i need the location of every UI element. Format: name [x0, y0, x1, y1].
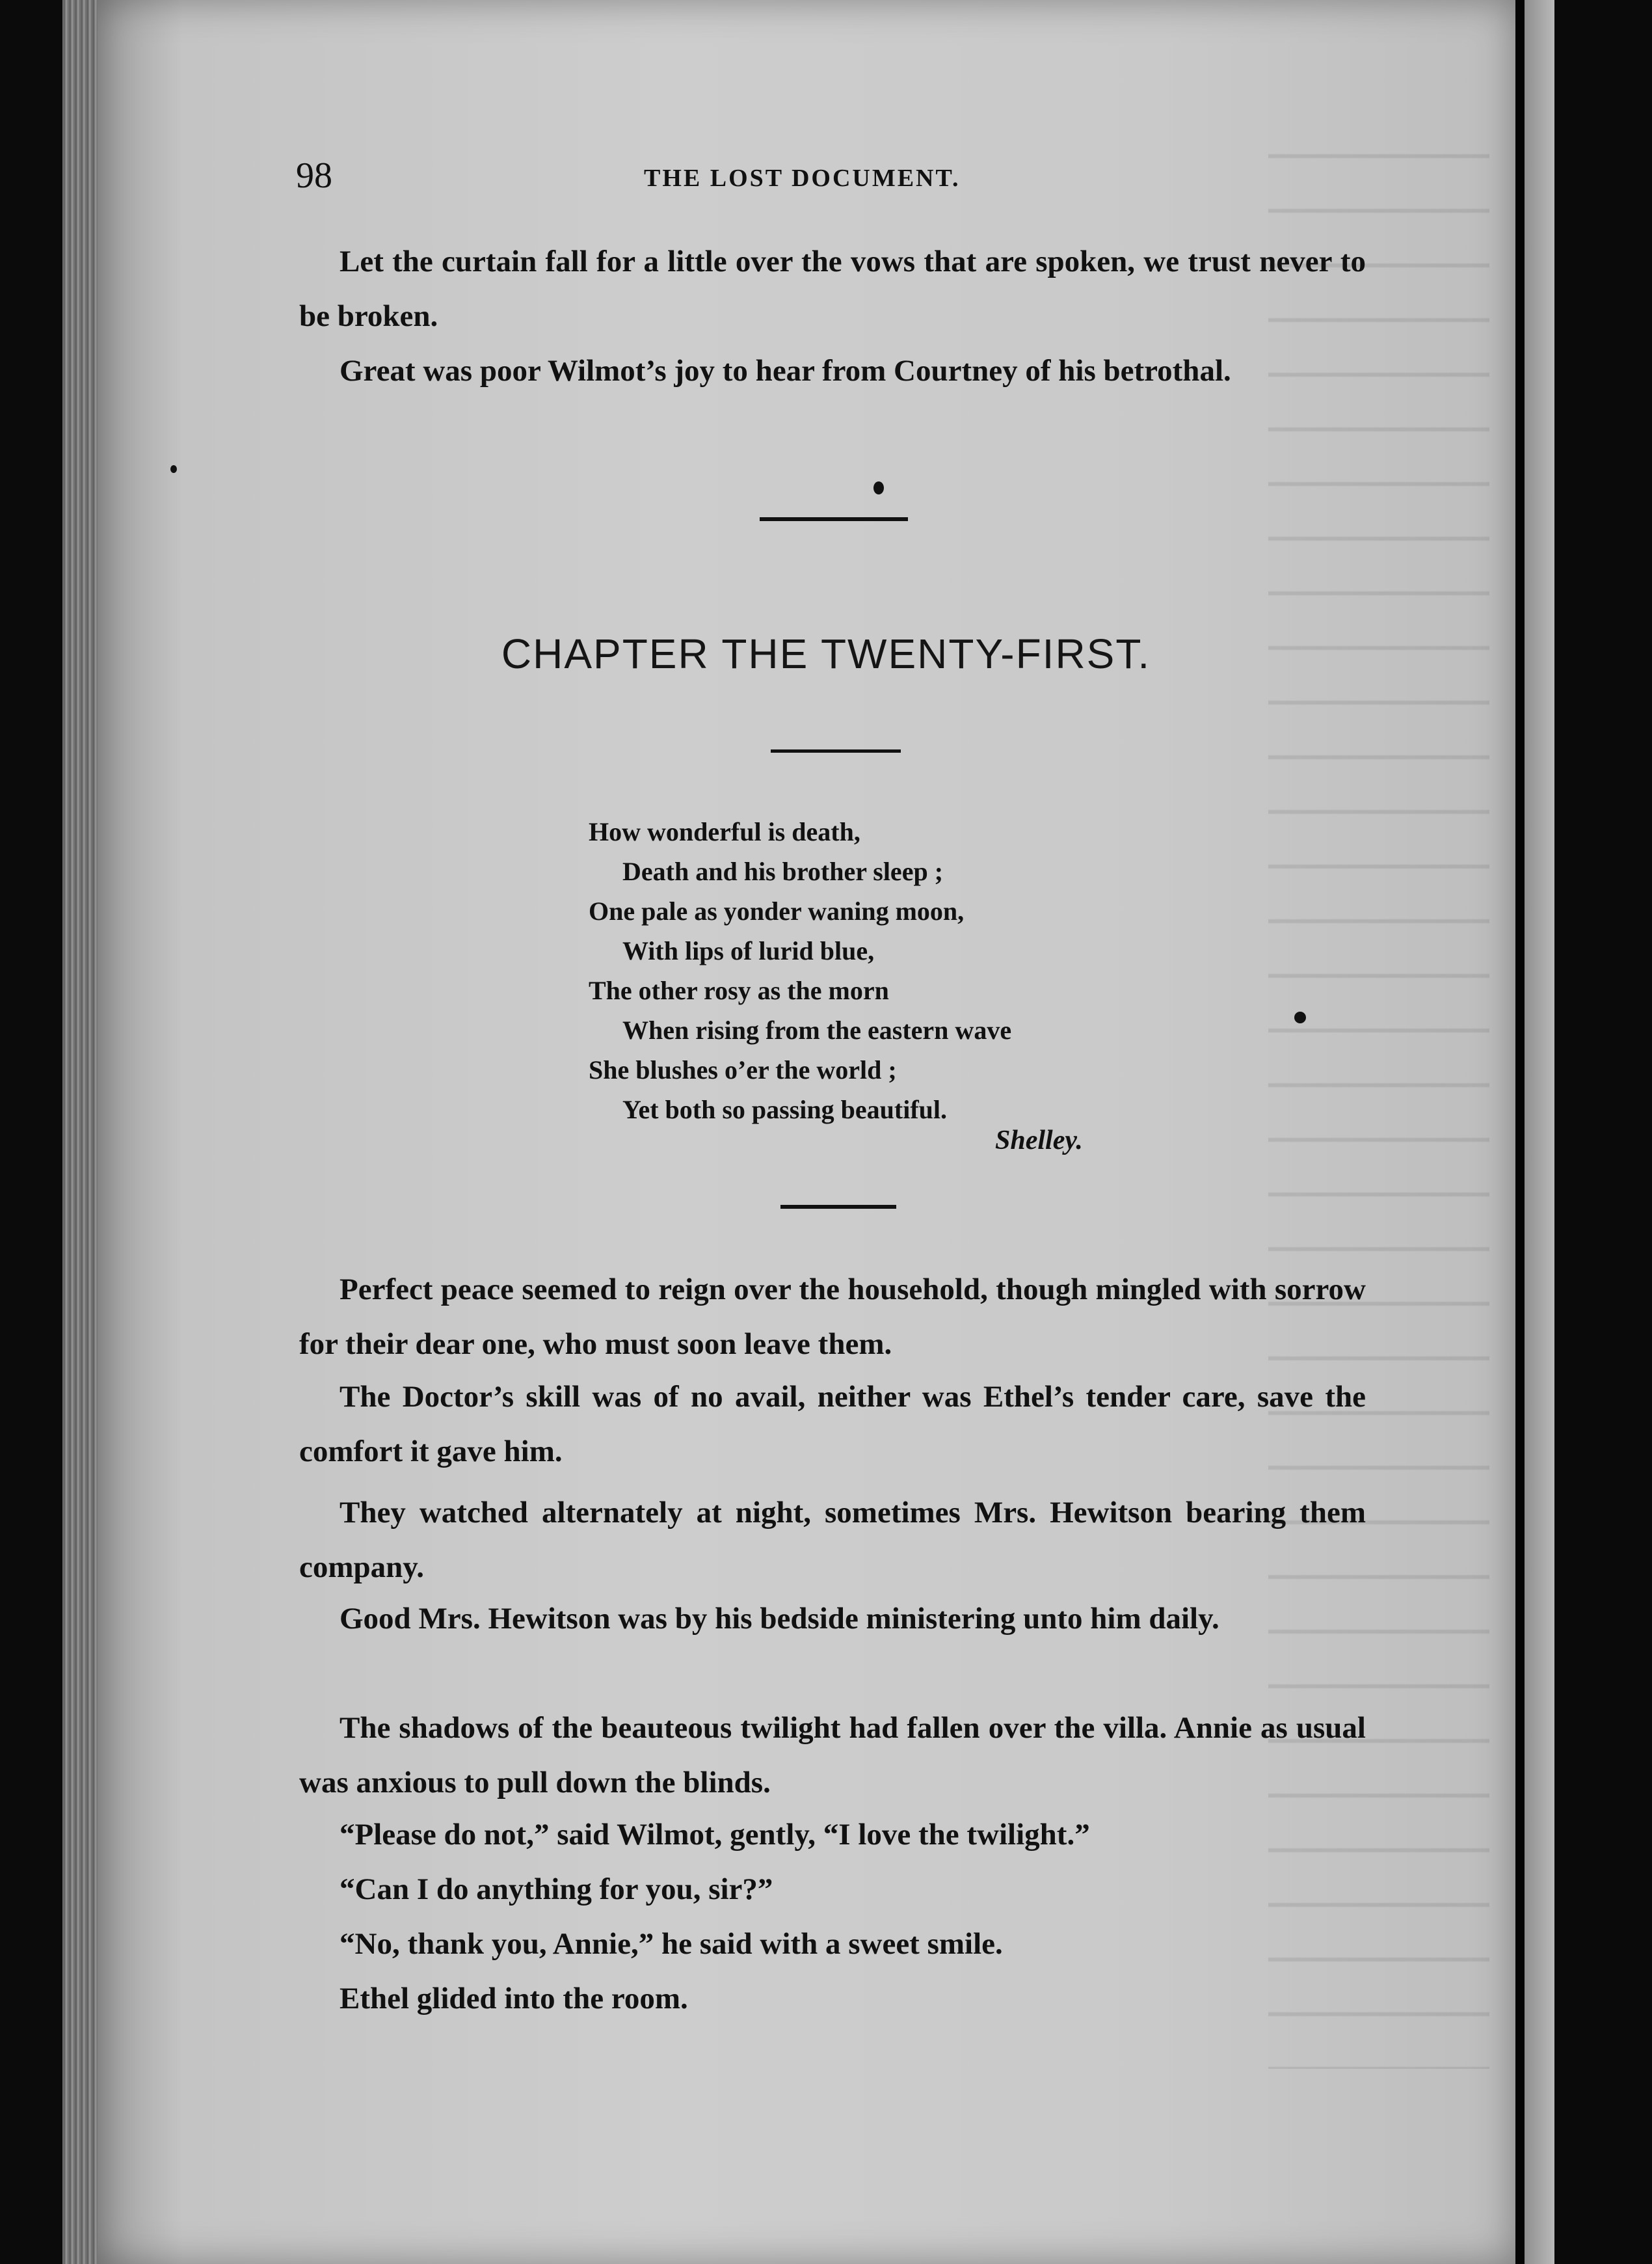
paragraph-ethel-glided: Ethel glided into the room.: [340, 1982, 688, 2015]
paragraph-twilight: The shadows of the beauteous twilight had fallen over the villa. Annie as usual was anxious to pull down the blinds.: [299, 1711, 1366, 1799]
poem-line: She blushes o’er the world ;: [589, 1055, 897, 1085]
poem-line: When rising from the eastern wave: [622, 1016, 1012, 1045]
ink-speck: [170, 465, 177, 473]
poem-line: Yet both so passing beautiful.: [622, 1095, 948, 1124]
title-rule: [771, 749, 901, 753]
paragraph-curtain: Let the curtain fall for a little over the vows that are spoken, we trust never to be broken.: [299, 245, 1366, 333]
poem-line: How wonderful is death,: [589, 817, 860, 846]
running-head: THE LOST DOCUMENT.: [644, 165, 961, 192]
dialogue-no-thank-you: “No, thank you, Annie,” he said with a sweet smile.: [340, 1927, 1003, 1961]
poem-line: One pale as yonder waning moon,: [589, 896, 965, 926]
chapter-title: CHAPTER THE TWENTY-FIRST.: [501, 630, 1151, 677]
paragraph-betrothal: Great was poor Wilmot’s joy to hear from Courtney of his betrothal.: [340, 354, 1231, 388]
epigraph-rule: [780, 1205, 896, 1209]
epigraph-attribution: Shelley.: [995, 1125, 1083, 1155]
paragraph-doctor: The Doctor’s skill was of no avail, neither was Ethel’s tender care, save the comfort it gave him.: [299, 1380, 1366, 1468]
facing-page-strip: [1525, 0, 1554, 2264]
paragraph-hewitson: Good Mrs. Hewitson was by his bedside ministering unto him daily.: [340, 1602, 1219, 1636]
page-number: 98: [296, 155, 332, 196]
dialogue-wilmot: “Please do not,” said Wilmot, gently, “I love the twilight.”: [340, 1818, 1090, 1852]
paragraph-peace: Perfect peace seemed to reign over the household, though mingled with sorrow for their dear one, who must soon leave them.: [299, 1273, 1366, 1361]
poem-line: Death and his brother sleep ;: [622, 857, 944, 886]
ink-speck: [873, 481, 884, 494]
paragraph-watched: They watched alternately at night, sometimes Mrs. Hewitson bearing them company.: [299, 1496, 1366, 1584]
poem-line: With lips of lurid blue,: [622, 936, 875, 965]
section-rule: [760, 517, 908, 521]
dialogue-annie: “Can I do anything for you, sir?”: [340, 1872, 773, 1906]
page-header: [0, 156, 1652, 195]
poem-line: The other rosy as the morn: [589, 976, 889, 1005]
epigraph-poem: [589, 812, 1011, 1129]
binding-gutter: [1515, 0, 1525, 2264]
ink-speck: [1294, 1012, 1306, 1023]
scan-background-right: [1554, 0, 1652, 2264]
